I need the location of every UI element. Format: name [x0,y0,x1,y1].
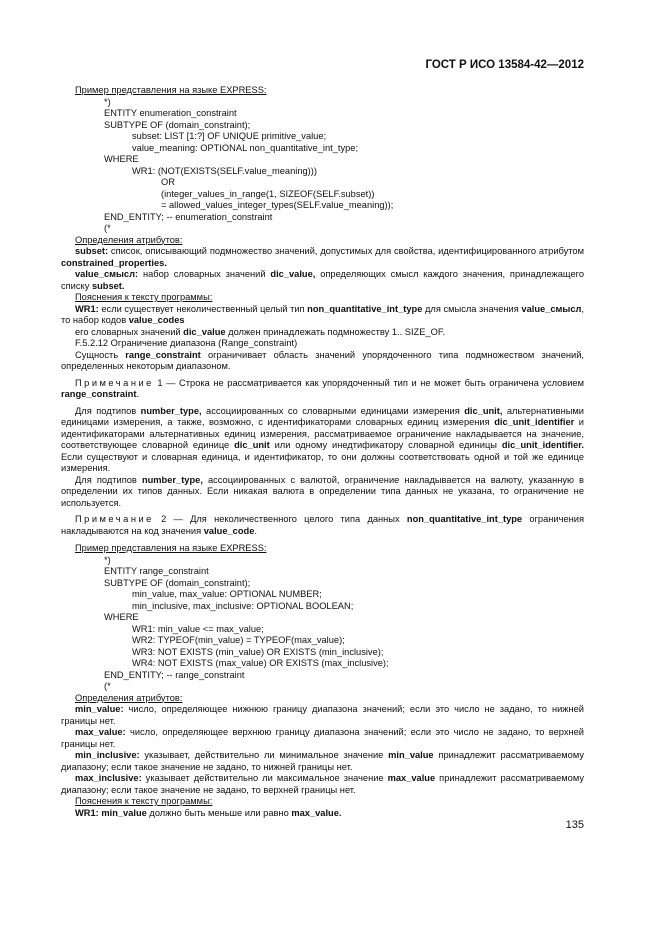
code-line: END_ENTITY; -- range_constraint [104,669,245,680]
code-line: WR2: TYPEOF(min_value) = TYPEOF(max_value); [132,635,345,645]
attr-max-value: max_value: число, определяющее верхнюю границу диапазона значений; если это число не задано, то верхней границы нет. [61,727,584,749]
code-line: WR1: (NOT(EXISTS(SELF.value_meaning))) [132,165,317,176]
attributes-heading: Определения атрибутов: [75,692,183,703]
code-line: (integer_values_in_range(1, SIZEOF(SELF.subset)) [161,188,375,199]
attr-value-meaning: value_смысл: набор словарных значений dic_value, определяющих смысл каждого значения, принадлежащего списку subset. [61,269,584,291]
code-line: SUBTYPE OF (domain_constraint); [104,119,251,130]
code-line: min_value, max_value: OPTIONAL NUMBER; [132,589,322,599]
code-line: WR1: min_value <= max_value; [132,623,264,634]
code-line: OR [161,177,175,187]
page-content [61,85,584,819]
note-1: Примечание 1 — Строка не рассматривается как упорядоченный тип и не может быть ограничена условием range_constraint. [61,377,584,399]
attributes-heading: Определения атрибутов: [75,234,183,245]
code-line: *) [104,96,111,107]
note-2: Примечание 2 — Для неколичественного целого типа данных non_quantitative_int_type ограничения накладываются на код значения value_code. [61,514,584,536]
code-line: SUBTYPE OF (domain_constraint); [104,577,251,588]
attr-min-inclusive: min_inclusive: указывает, действительно ли минимальное значение min_value принадлежит рассматриваемому диапазону; если такое значение не задано, то нижней границы нет. [61,750,584,772]
code-line: WHERE [104,612,139,622]
explanations-heading: Пояснения к тексту программы: [75,796,213,806]
code-line: (* [104,681,111,691]
paragraph-number-type-units: Для подтипов number_type, ассоциированных со словарными единицами измерения dic_unit, альтернативными единицами измерения, а также, возможно, с идентификаторами словарных единиц измерения dic_unit_identifier и идентификаторами альтернативных единиц измерения, рассматриваемое ограничение накладывается на значение, соответствующее словарной единице dic_unit или одному инедтификатору словарной единицы dic_unit_identifier. Если существуют и словарная единица, и идентификатор, то они должны соответствовать одной и той же единице измерения. [61,405,584,473]
entity-description: Сущность range_constraint ограничивает область значений упорядоченного типа подмножеством значений, определенных некоторым диапазоном. [61,349,584,371]
standard-header: ГОСТ Р ИСО 13584-42—2012 [425,59,584,71]
attr-subset: subset: список, описывающий подмножество значений, допустимых для свойства, идентифицированного атрибутом constrained_properties. [61,246,584,268]
code-line: min_inclusive, max_inclusive: OPTIONAL BOOLEAN; [132,600,354,611]
code-line: (* [104,223,111,233]
paragraph-number-type-currency: Для подтипов number_type, ассоциированных с валютой, ограничение накладывается на валюту, указанную в определении их типов данных. Если никакая валюта в определении типа данных не указана, то ограничение не используется. [61,474,584,508]
code-line: END_ENTITY; -- enumeration_constraint [104,211,273,222]
attr-min-value: min_value: число, определяющее нижнюю границу диапазона значений; если это число не задано, то нижней границы нет. [61,704,584,726]
code-line: value_meaning: OPTIONAL non_quantitative_int_type; [132,142,359,153]
code-line: *) [104,554,111,565]
rule-wr1-continuation: его словарных значений dic_value должен принадлежать подмножеству 1.. SIZE_OF. [75,326,446,337]
code-line: WR4: NOT EXISTS (max_value) OR EXISTS (max_inclusive); [132,658,389,668]
attr-max-inclusive: max_inclusive: указывает действительно ли максимальное значение max_value принадлежит рассматриваемому диапазону; если такое значение не задано, то верхней границы нет. [61,773,584,795]
rule-wr1: WR1: если существует неколичественный целый тип non_quantitative_int_type для смысла значения value_смысл, то набор кодов value_codes [61,303,585,325]
rule-wr1: WR1: min_value должно быть меньше или равно max_value. [75,807,342,818]
explanations-heading: Пояснения к тексту программы: [75,292,213,302]
code-line: ENTITY enumeration_constraint [104,108,237,118]
example-heading: Пример представления на языке EXPRESS: [75,85,267,95]
code-line: subset: LIST [1:?] OF UNIQUE primitive_value; [132,131,327,141]
code-line: WR3: NOT EXISTS (min_value) OR EXISTS (min_inclusive); [132,646,384,657]
page-number: 135 [565,819,584,831]
code-line: WHERE [104,154,139,164]
example-heading: Пример представления на языке EXPRESS: [75,543,267,553]
code-line: ENTITY range_constraint [104,566,209,576]
code-line: = allowed_values_integer_types(SELF.value_meaning)); [161,200,394,210]
section-heading: F.5.2.12 Ограничение диапазона (Range_constraint) [75,338,298,348]
